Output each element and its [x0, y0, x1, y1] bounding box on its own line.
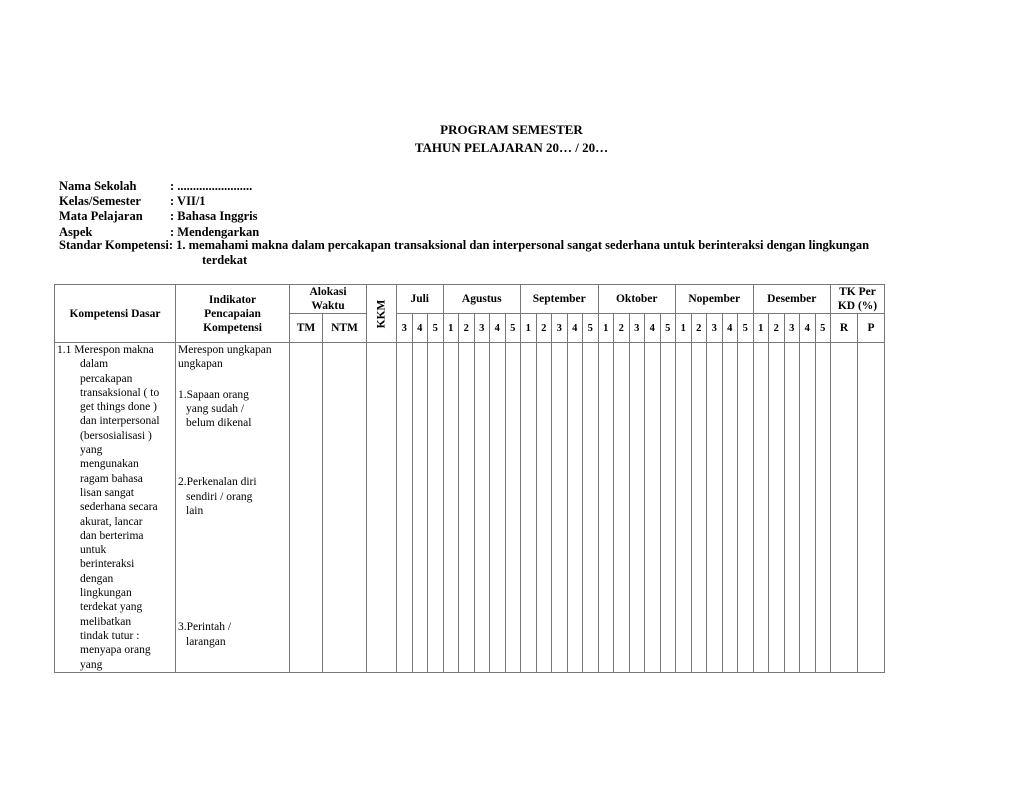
week-number: 3: [784, 314, 800, 343]
kd-line: berinteraksi: [80, 558, 135, 571]
indikator-line: yang sudah /: [186, 402, 245, 415]
week-cell: [459, 343, 475, 673]
week-number: 5: [815, 314, 831, 343]
info-label: Mata Pelajaran: [59, 209, 143, 224]
kd-line: 1.1 Merespon makna: [57, 344, 154, 356]
week-cell: [645, 343, 661, 673]
cell-ntm: [323, 343, 367, 673]
week-number: 3: [397, 314, 413, 343]
kd-line: get things done ): [80, 401, 157, 414]
header-month: Juli: [397, 285, 444, 314]
week-cell: [676, 343, 692, 673]
indikator-line: belum dikenal: [186, 417, 252, 430]
kd-line: lisan sangat: [80, 486, 134, 499]
week-cell: [738, 343, 754, 673]
week-number: 4: [645, 314, 661, 343]
kd-line: dan interpersonal: [80, 415, 160, 428]
week-cell: [428, 343, 444, 673]
info-row-mapel: [59, 209, 259, 224]
week-cell: [769, 343, 785, 673]
week-cell: [443, 343, 459, 673]
header-text: Waktu: [311, 300, 345, 312]
header-tk-per-kd: [831, 285, 885, 314]
kd-line: terdekat yang: [80, 601, 143, 614]
indikator-item: [176, 475, 289, 518]
header-text: TK Per: [839, 286, 876, 298]
week-number: 3: [552, 314, 568, 343]
kompetensi-dasar-cell: [55, 343, 176, 673]
week-number: 4: [412, 314, 428, 343]
info-label: Kelas/Semester: [59, 194, 141, 209]
week-cell: [598, 343, 614, 673]
header-month: Nopember: [676, 285, 754, 314]
header-p: P: [858, 314, 885, 343]
cell-kkm: [367, 343, 397, 673]
week-number: 5: [660, 314, 676, 343]
kd-line: dalam: [80, 358, 109, 371]
header-text: KKM: [375, 299, 388, 328]
kd-line: sederhana secara: [80, 501, 158, 514]
info-block: [59, 179, 259, 240]
header-ntm: NTM: [323, 314, 367, 343]
cell-tm: [290, 343, 323, 673]
week-cell: [412, 343, 428, 673]
kd-line: tindak tutur :: [80, 629, 140, 642]
indikator-item: [176, 620, 289, 649]
kd-line: ragam bahasa: [80, 472, 143, 485]
week-number: 4: [490, 314, 506, 343]
sk-line: Standar Kompetensi: 1. memahami makna dalam percakapan transaksional dan interpersonal sangat sederhana untuk berinteraksi dengan lingkungan: [59, 238, 870, 252]
header-r: R: [831, 314, 858, 343]
indikator-intro-line: Merespon ungkapan: [178, 344, 272, 356]
week-cell: [552, 343, 568, 673]
cell-p: [858, 343, 885, 673]
indikator-intro-line: ungkapan: [178, 358, 223, 371]
indikator-line: sendiri / orang: [186, 490, 253, 503]
header-text: Alokasi: [309, 286, 347, 298]
header-month: September: [521, 285, 599, 314]
kd-line: transaksional ( to: [80, 386, 160, 399]
info-row-kelas: [59, 194, 259, 209]
indikator-line: 3.Perintah /: [178, 621, 232, 634]
week-number: 1: [753, 314, 769, 343]
week-number: 2: [691, 314, 707, 343]
sk-line-continuation: terdekat: [202, 253, 248, 268]
indikator-line: 1.Sapaan orang: [178, 388, 249, 401]
week-cell: [583, 343, 599, 673]
week-number: 4: [567, 314, 583, 343]
week-number: 2: [614, 314, 630, 343]
week-cell: [800, 343, 816, 673]
week-number: 1: [443, 314, 459, 343]
kd-line: untuk: [80, 544, 107, 557]
week-cell: [490, 343, 506, 673]
info-value: : Mendengarkan: [170, 224, 260, 239]
week-number: 2: [769, 314, 785, 343]
indikator-item: [176, 388, 289, 431]
week-number: 2: [459, 314, 475, 343]
week-cell: [707, 343, 723, 673]
info-value: : ........................: [170, 179, 253, 193]
kd-line: dan berterima: [80, 529, 144, 542]
kd-line: yang: [80, 658, 103, 671]
week-number: 5: [738, 314, 754, 343]
kd-line: melibatkan: [80, 615, 132, 628]
kd-line: akurat, lancar: [80, 515, 143, 528]
header-alokasi-waktu: [290, 285, 367, 314]
info-row-nama-sekolah: [59, 179, 259, 194]
week-number: 2: [536, 314, 552, 343]
week-cell: [505, 343, 521, 673]
program-semester-table: [54, 284, 885, 673]
header-month: Desember: [753, 285, 831, 314]
week-number: 5: [428, 314, 444, 343]
header-text: Indikator: [208, 293, 257, 306]
header-month: Oktober: [598, 285, 676, 314]
week-cell: [691, 343, 707, 673]
week-cell: [660, 343, 676, 673]
week-cell: [629, 343, 645, 673]
kd-line: (bersosialisasi ): [80, 429, 152, 442]
header-text: KD (%): [837, 300, 878, 312]
indikator-cell: [176, 343, 290, 673]
week-cell: [753, 343, 769, 673]
header-indikator: [176, 285, 290, 343]
week-number: 4: [800, 314, 816, 343]
kd-line: percakapan: [80, 372, 133, 385]
week-cell: [567, 343, 583, 673]
week-cell: [521, 343, 537, 673]
header-text: Pencapaian: [204, 307, 261, 320]
week-number: 1: [521, 314, 537, 343]
week-number: 1: [598, 314, 614, 343]
kd-line: mengunakan: [80, 458, 139, 471]
info-value: : VII/1: [170, 194, 206, 209]
week-number: 3: [474, 314, 490, 343]
week-cell: [397, 343, 413, 673]
week-cell: [474, 343, 490, 673]
header-tm: TM: [290, 314, 323, 343]
indikator-line: lain: [186, 505, 204, 518]
week-number: 1: [676, 314, 692, 343]
header-month: Agustus: [443, 285, 521, 314]
week-number: 5: [583, 314, 599, 343]
kd-line: menyapa orang: [80, 644, 151, 657]
header-kompetensi-dasar: Kompetensi Dasar: [55, 285, 176, 343]
cell-r: [831, 343, 858, 673]
page-title: PROGRAM SEMESTER: [440, 122, 583, 137]
week-number: 4: [722, 314, 738, 343]
week-number: 5: [505, 314, 521, 343]
info-label: Aspek: [59, 224, 93, 239]
indikator-line: 2.Perkenalan diri: [178, 476, 257, 489]
week-number: 3: [629, 314, 645, 343]
week-number: 3: [707, 314, 723, 343]
header-kkm: [367, 285, 397, 343]
standar-kompetensi: [59, 238, 869, 268]
week-cell: [784, 343, 800, 673]
week-cell: [722, 343, 738, 673]
week-cell: [614, 343, 630, 673]
page-subtitle: TAHUN PELAJARAN 20… / 20…: [414, 140, 609, 155]
kd-line: yang: [80, 444, 103, 457]
info-label: Nama Sekolah: [59, 179, 137, 193]
week-cell: [536, 343, 552, 673]
week-cell: [815, 343, 831, 673]
info-value: : Bahasa Inggris: [170, 209, 258, 224]
indikator-line: larangan: [186, 635, 226, 648]
kd-line: lingkungan: [80, 587, 132, 600]
kd-line: dengan: [80, 572, 114, 585]
header-text: Kompetensi: [203, 321, 262, 334]
